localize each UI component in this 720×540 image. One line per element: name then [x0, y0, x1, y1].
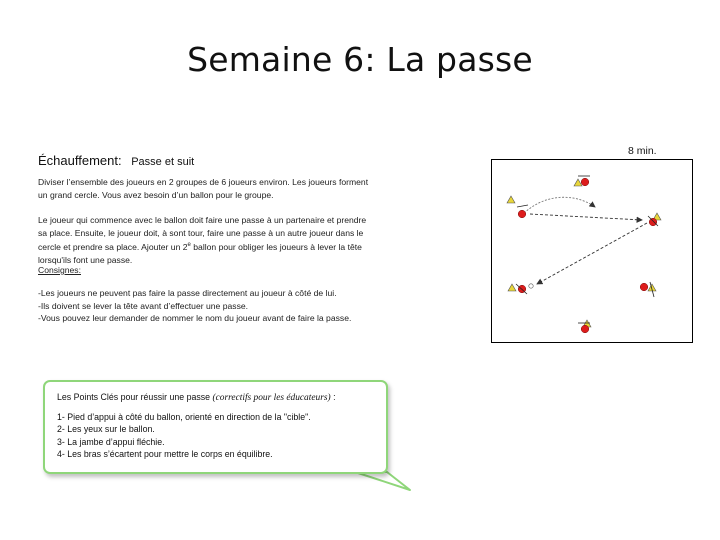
key-point-item: 2- Les yeux sur le ballon.	[57, 424, 155, 435]
description-line: un grand cercle. Vous avez besoin d’un ballon pour le groupe.	[38, 189, 274, 200]
cone-icon	[574, 179, 582, 186]
rule-item: -Les joueurs ne peuvent pas faire la passe directement au joueur à côté de lui.	[38, 288, 337, 298]
runner-path	[524, 197, 595, 213]
pass-arrow	[530, 214, 642, 220]
key-points-callout	[43, 380, 388, 474]
section-heading	[38, 153, 194, 168]
consignes-label: Consignes:	[38, 265, 81, 275]
player-icon	[516, 284, 527, 294]
callout-title-end: :	[330, 392, 336, 402]
rule-item: -Ils doivent se lever la tête avant d’effectuer une passe.	[38, 300, 249, 311]
duration-label: 8 min.	[628, 145, 657, 157]
rule-item: -Vous pouvez leur demander de nommer le nom du joueur avant de faire la passe.	[38, 313, 352, 324]
key-point-item: 3- La jambe d’appui fléchie.	[57, 436, 165, 447]
description-line: lorsqu'ils font une passe.	[38, 254, 133, 265]
ball-icon	[529, 284, 533, 288]
key-point-item: 4- Les bras s’écartent pour mettre le corps en équilibre.	[57, 449, 273, 460]
superscript: e	[187, 242, 191, 249]
player-icon	[517, 205, 528, 218]
drill-diagram-svg	[492, 160, 694, 344]
section-heading-label: Échauffement:	[38, 153, 122, 168]
description-line: Diviser l’ensemble des joueurs en 2 groupes de 6 joueurs environ. Les joueurs forment	[38, 177, 369, 187]
activity-name: Passe et suit	[131, 156, 195, 168]
key-point-item: 1- Pied d’appui à côté du ballon, orienté en direction de la "cible".	[57, 412, 311, 422]
pass-arrow	[537, 223, 647, 284]
cone-icon	[507, 196, 515, 203]
description-paragraph-2	[38, 214, 430, 266]
description-line: sa place. Ensuite, le joueur doit, à sont tour, faire une passe à un autre joueur dans le	[38, 227, 364, 238]
cone-icon	[508, 284, 516, 291]
description-text: ballon pour obliger les joueurs à lever la tête	[190, 242, 362, 253]
description-line	[38, 239, 430, 253]
callout-title-text: Les Points Clés pour réussir une passe	[57, 392, 213, 402]
rules-list	[38, 287, 438, 325]
page-title: Semaine 6: La passe	[187, 40, 533, 79]
description-line: Le joueur qui commence avec le ballon doit faire une passe à un partenaire et prendre	[38, 215, 367, 225]
description-text: cercle et prendre sa place. Ajouter un 2	[38, 242, 188, 253]
callout-title	[57, 392, 336, 403]
key-points-list	[57, 411, 311, 461]
callout-title-italic: (correctifs pour les éducateurs)	[212, 393, 331, 403]
description-paragraph-1	[38, 176, 430, 201]
drill-diagram	[491, 159, 693, 343]
